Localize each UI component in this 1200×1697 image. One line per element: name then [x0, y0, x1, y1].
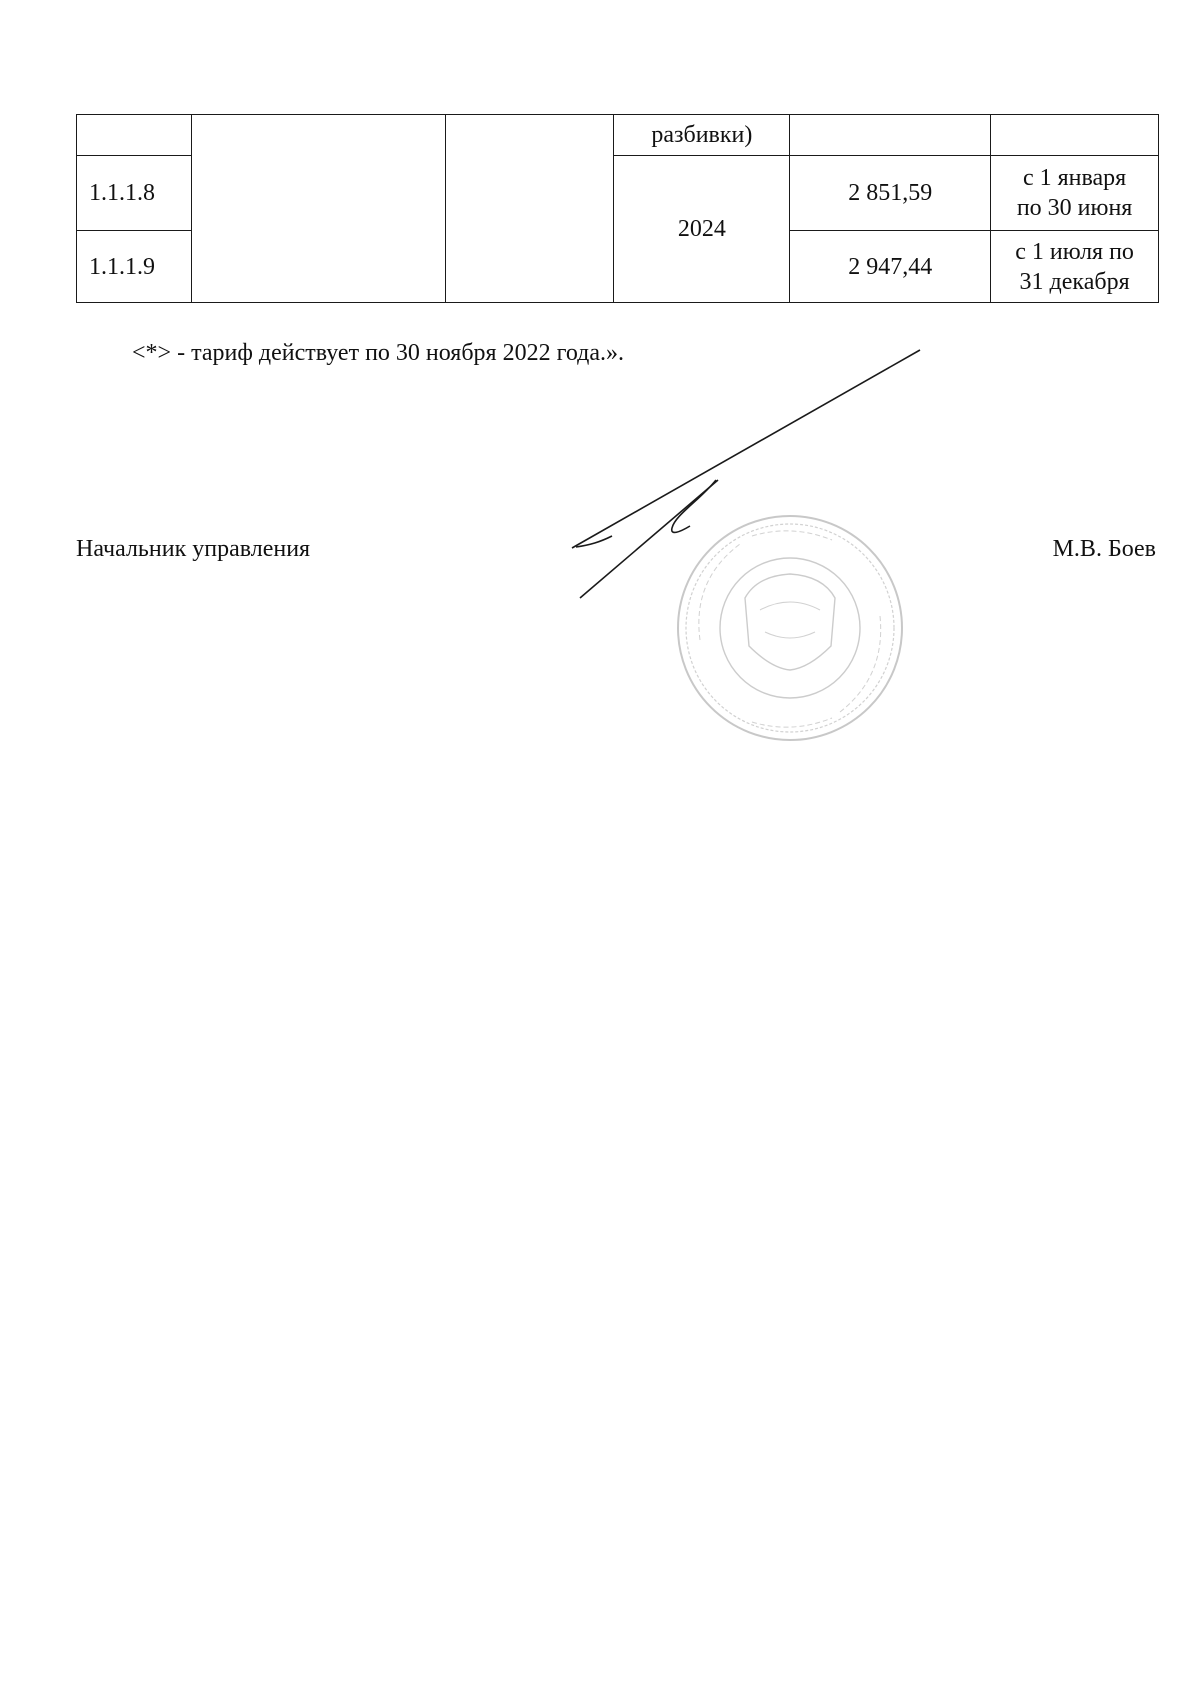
official-seal: [678, 516, 902, 740]
table-cell: разбивки): [614, 115, 790, 156]
period-cell: [991, 231, 1159, 303]
table-cell-merged: [191, 115, 445, 303]
table-cell: [991, 115, 1159, 156]
tariff-value: 2 851,59: [790, 156, 991, 231]
period-cell: [991, 156, 1159, 231]
table-row: [77, 115, 1159, 156]
signatory-name: М.В. Боев: [1052, 536, 1156, 562]
table-cell: [790, 115, 991, 156]
period-line: по 30 июня: [1016, 195, 1133, 221]
table-cell: [77, 115, 192, 156]
tariff-table: [76, 114, 1159, 303]
period-line: с 1 января: [1022, 165, 1127, 191]
table-cell-merged: [445, 115, 614, 303]
row-code: 1.1.1.9: [77, 231, 192, 303]
footnote: <*> - тариф действует по 30 ноября 2022 года.».: [132, 340, 625, 366]
period-line: с 1 июля по: [1015, 238, 1134, 265]
year-cell: 2024: [614, 156, 790, 303]
period-line: 31 декабря: [1019, 268, 1130, 295]
signature-mark: [572, 350, 920, 598]
row-code: 1.1.1.8: [77, 156, 192, 231]
signatory-position: Начальник управления: [76, 536, 311, 562]
tariff-value: 2 947,44: [790, 231, 991, 303]
